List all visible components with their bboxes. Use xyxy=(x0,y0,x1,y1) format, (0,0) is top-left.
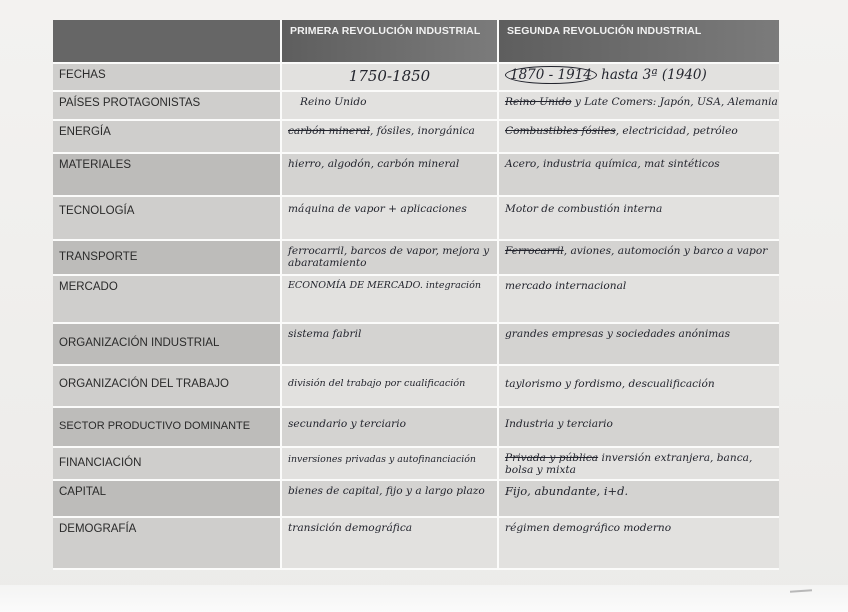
first-revolution-value: ECONOMÍA DE MERCADO. integración xyxy=(282,276,499,324)
second-revolution-text: y Late Comers: Japón, USA, Alemania xyxy=(574,96,778,108)
table-row xyxy=(53,518,779,570)
second-revolution-value xyxy=(499,64,779,92)
row-label: DEMOGRAFÍA xyxy=(53,518,282,570)
second-revolution-value: Acero, industria química, mat sintéticos xyxy=(499,154,779,197)
second-revolution-value: régimen demográfico moderno xyxy=(499,518,779,570)
header-first-revolution: PRIMERA REVOLUCIÓN INDUSTRIAL xyxy=(282,20,499,64)
second-revolution-value xyxy=(499,448,779,481)
row-label: MERCADO xyxy=(53,276,282,324)
table-row xyxy=(53,408,779,448)
table-row xyxy=(53,197,779,241)
table-row xyxy=(53,121,779,154)
first-revolution-value xyxy=(282,121,499,154)
table-row xyxy=(53,241,779,276)
struck-text: Reino Unido xyxy=(505,96,572,108)
table-header-row xyxy=(53,20,779,64)
second-revolution-value xyxy=(499,92,779,121)
second-revolution-value: Industria y terciario xyxy=(499,408,779,448)
row-label: ORGANIZACIÓN DEL TRABAJO xyxy=(53,366,282,408)
row-label: ENERGÍA xyxy=(53,121,282,154)
table-row xyxy=(53,448,779,481)
first-revolution-value: 1750-1850 xyxy=(282,64,499,92)
first-revolution-text: , fósiles, inorgánica xyxy=(369,125,475,137)
row-label: MATERIALES xyxy=(53,154,282,197)
first-revolution-value: máquina de vapor + aplicaciones xyxy=(282,197,499,241)
struck-text: Ferrocarril xyxy=(505,245,564,257)
struck-text: Combustibles fósiles xyxy=(505,125,616,137)
table-row xyxy=(53,366,779,408)
second-revolution-value: grandes empresas y sociedades anónimas xyxy=(499,324,779,366)
second-revolution-value xyxy=(499,121,779,154)
first-revolution-value: inversiones privadas y autofinanciación xyxy=(282,448,499,481)
table-row xyxy=(53,154,779,197)
first-revolution-value: secundario y terciario xyxy=(282,408,499,448)
table-row xyxy=(53,481,779,518)
comparison-table xyxy=(53,20,779,570)
second-revolution-value: mercado internacional xyxy=(499,276,779,324)
circled-date: 1870 - 1914 xyxy=(505,66,597,84)
first-revolution-value: bienes de capital, fijo y a largo plazo xyxy=(282,481,499,518)
table-row xyxy=(53,324,779,366)
row-label: FINANCIACIÓN xyxy=(53,448,282,481)
row-label: ORGANIZACIÓN INDUSTRIAL xyxy=(53,324,282,366)
header-second-revolution: SEGUNDA REVOLUCIÓN INDUSTRIAL xyxy=(499,20,779,64)
second-revolution-value: Fijo, abundante, i+d. xyxy=(499,481,779,518)
header-corner xyxy=(53,20,282,64)
first-revolution-value: hierro, algodón, carbón mineral xyxy=(282,154,499,197)
second-revolution-value: Motor de combustión interna xyxy=(499,197,779,241)
struck-text: Privada y pública xyxy=(505,452,599,464)
first-revolution-value: transición demográfica xyxy=(282,518,499,570)
first-revolution-value: división del trabajo por cualificación xyxy=(282,366,499,408)
row-label: SECTOR PRODUCTIVO DOMINANTE xyxy=(53,408,282,448)
page-bottom-edge xyxy=(0,585,848,612)
row-label: PAÍSES PROTAGONISTAS xyxy=(53,92,282,121)
table-row xyxy=(53,92,779,121)
second-revolution-text: inversión extranjera, banca, bolsa y mixta xyxy=(505,452,753,476)
first-revolution-value: Reino Unido xyxy=(282,92,499,121)
first-revolution-value: ferrocarril, barcos de vapor, mejora y abaratamiento xyxy=(282,241,499,276)
second-revolution-text: hasta 3ª (1940) xyxy=(601,67,707,83)
second-revolution-text: , electricidad, petróleo xyxy=(615,125,738,137)
struck-text: carbón mineral xyxy=(288,125,370,137)
row-label: FECHAS xyxy=(53,64,282,92)
table-row xyxy=(53,64,779,92)
first-revolution-value: sistema fabril xyxy=(282,324,499,366)
row-label: CAPITAL xyxy=(53,481,282,518)
row-label: TRANSPORTE xyxy=(53,241,282,276)
second-revolution-text: , aviones, automoción y barco a vapor xyxy=(563,245,768,257)
second-revolution-value: taylorismo y fordismo, descualificación xyxy=(499,366,779,408)
row-label: TECNOLOGÍA xyxy=(53,197,282,241)
table-row xyxy=(53,276,779,324)
second-revolution-value xyxy=(499,241,779,276)
